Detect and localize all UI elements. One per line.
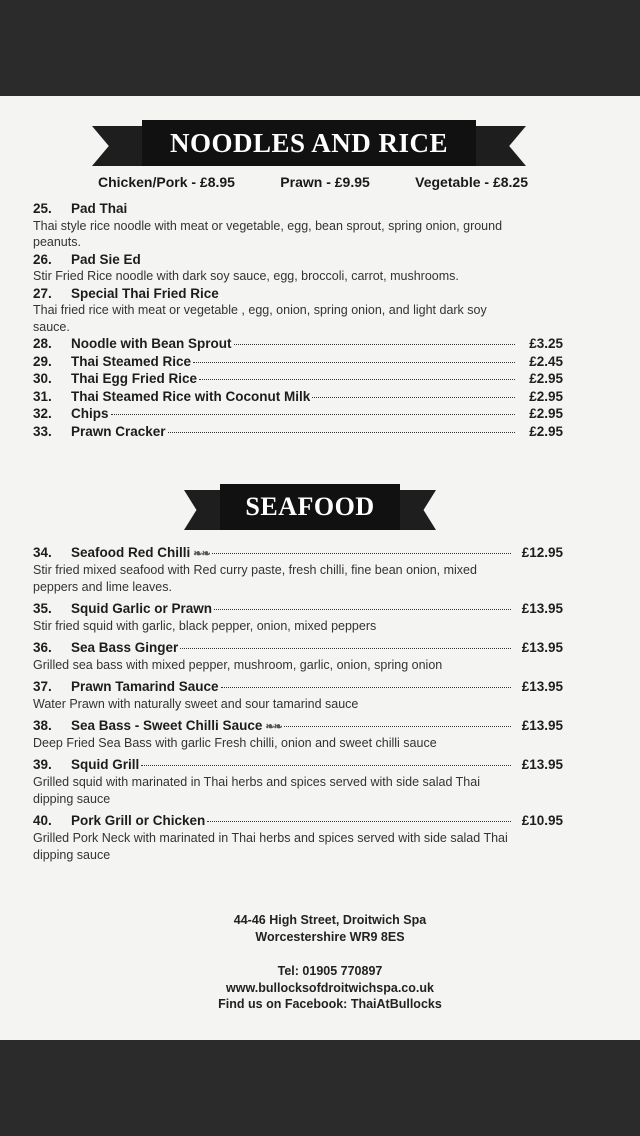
address-line-2: Worcestershire WR9 8ES	[255, 929, 405, 944]
item-price: £2.95	[529, 388, 563, 404]
item-description: Stir Fried Rice noodle with dark soy sauce, egg, broccoli, carrot, mushrooms.	[33, 269, 459, 283]
menu-item-row	[33, 677, 563, 696]
item-name: Special Thai Fried Rice	[71, 285, 219, 301]
item-number: 40.	[33, 813, 52, 828]
item-number: 36.	[33, 640, 52, 655]
menu-item-row	[33, 335, 563, 353]
menu-item-row	[33, 423, 563, 441]
menu-item	[33, 353, 563, 371]
menu-item	[33, 200, 563, 251]
item-name: Thai Steamed Rice with Coconut Milk	[71, 388, 311, 404]
item-description: Grilled Pork Neck with marinated in Thai herbs and spices served with side salad Thai dipping sauce	[33, 831, 508, 862]
menu-item-row	[33, 370, 563, 388]
item-name: Pad Thai	[71, 201, 128, 216]
dot-leader	[284, 726, 511, 727]
menu-item	[33, 638, 563, 674]
item-number: 31.	[33, 388, 52, 404]
item-number: 35.	[33, 601, 52, 616]
menu-item	[33, 716, 563, 752]
seafood-list	[33, 543, 563, 867]
item-name: Pad Sie Ed	[71, 251, 141, 267]
dot-leader	[111, 414, 515, 415]
item-number: 25.	[33, 201, 52, 216]
item-price: £13.95	[521, 679, 563, 694]
menu-item	[33, 405, 563, 423]
noodles-banner	[92, 120, 526, 166]
menu-item	[33, 599, 563, 635]
item-name: Thai Egg Fried Rice	[71, 371, 198, 386]
item-name: Sea Bass - Sweet Chilli Sauce	[71, 718, 263, 733]
item-name: Squid Grill	[71, 757, 140, 772]
dot-leader	[180, 648, 511, 649]
noodles-base-prices	[98, 174, 528, 190]
menu-item-row	[33, 599, 563, 618]
price-chicken-pork: Chicken/Pork - £8.95	[98, 174, 235, 190]
item-description: Grilled sea bass with mixed pepper, mushroom, garlic, onion, spring onion	[33, 658, 443, 672]
item-description: Thai style rice noodle with meat or vegetable, egg, bean sprout, spring onion, ground peanuts.	[33, 218, 503, 249]
item-description: Thai fried rice with meat or vegetable , egg, onion, spring onion, and light dark soy sauce.	[33, 303, 487, 334]
menu-item	[33, 677, 563, 713]
bottom-frame-bar	[0, 1040, 640, 1136]
menu-item-row	[33, 755, 563, 774]
item-number: 32.	[33, 406, 52, 421]
menu-item	[33, 370, 563, 388]
item-description: Stir fried squid with garlic, black pepper, onion, mixed peppers	[33, 619, 377, 633]
menu-item-row	[33, 811, 563, 830]
item-price: £13.95	[521, 757, 563, 772]
item-price: £2.95	[529, 406, 563, 421]
item-number: 27.	[33, 285, 52, 301]
telephone: Tel: 01905 770897	[277, 964, 383, 978]
menu-item	[33, 285, 563, 336]
menu-item-row	[33, 285, 563, 303]
item-name: Prawn Cracker	[71, 423, 166, 439]
menu-item-row	[33, 200, 563, 218]
item-price: £10.95	[521, 813, 563, 828]
noodles-title: NOODLES AND RICE	[142, 120, 476, 166]
item-number: 37.	[33, 679, 52, 694]
item-number: 30.	[33, 371, 52, 386]
facebook-link[interactable]: Find us on Facebook: ThaiAtBullocks	[218, 997, 442, 1011]
item-name: Thai Steamed Rice	[71, 353, 192, 369]
item-price: £2.45	[529, 353, 563, 369]
seafood-title: SEAFOOD	[220, 484, 400, 530]
top-frame-bar	[0, 0, 640, 96]
menu-item-row	[33, 353, 563, 371]
address-line-1: 44-46 High Street, Droitwich Spa	[233, 913, 427, 927]
seafood-banner	[184, 484, 436, 530]
menu-item	[33, 811, 563, 864]
item-number: 26.	[33, 251, 52, 267]
menu-page	[0, 96, 640, 1040]
dot-leader	[214, 609, 511, 610]
menu-item-row	[33, 543, 563, 562]
item-description: Deep Fried Sea Bass with garlic Fresh chilli, onion and sweet chilli sauce	[33, 736, 437, 750]
item-name: Noodle with Bean Sprout	[71, 336, 232, 351]
item-price: £2.95	[529, 423, 563, 439]
dot-leader	[234, 344, 516, 345]
item-number: 29.	[33, 353, 52, 369]
item-price: £13.95	[521, 601, 563, 616]
menu-item	[33, 335, 563, 353]
dot-leader	[212, 553, 511, 554]
chili-spice-icon: ❧❧	[193, 548, 210, 560]
menu-item	[33, 543, 563, 596]
dot-leader	[207, 821, 511, 822]
item-description: Water Prawn with naturally sweet and sour tamarind sauce	[33, 697, 359, 711]
item-price: £13.95	[521, 718, 563, 733]
dot-leader	[141, 765, 511, 766]
chili-spice-icon: ❧❧	[265, 721, 282, 733]
item-number: 38.	[33, 718, 52, 733]
item-price: £3.25	[529, 336, 563, 351]
menu-item	[33, 423, 563, 441]
item-number: 39.	[33, 757, 52, 772]
item-description: Grilled squid with marinated in Thai herbs and spices served with side salad Thai dipping sauce	[33, 775, 480, 806]
item-name: Chips	[71, 406, 109, 421]
item-number: 28.	[33, 336, 52, 351]
menu-item	[33, 251, 563, 285]
menu-item	[33, 388, 563, 406]
dot-leader	[193, 362, 515, 363]
item-name: Sea Bass Ginger	[71, 640, 179, 655]
item-number: 33.	[33, 423, 52, 439]
dot-leader	[312, 397, 515, 398]
item-description: Stir fried mixed seafood with Red curry paste, fresh chilli, fine bean onion, mixed peppers and lime leaves.	[33, 563, 477, 594]
dot-leader	[168, 432, 515, 433]
item-name: Pork Grill or Chicken	[71, 813, 206, 828]
item-name: Squid Garlic or Prawn	[71, 601, 213, 616]
restaurant-footer	[0, 912, 640, 1013]
dot-leader	[221, 687, 511, 688]
dot-leader	[199, 379, 515, 380]
item-name: Prawn Tamarind Sauce	[71, 679, 219, 694]
item-price: £12.95	[521, 545, 563, 560]
price-prawn: Prawn - £9.95	[280, 174, 370, 190]
menu-item-row	[33, 251, 563, 269]
item-number: 34.	[33, 545, 52, 560]
menu-item-row	[33, 405, 563, 423]
menu-item-row	[33, 716, 563, 735]
website-link[interactable]: www.bullocksofdroitwichspa.co.uk	[226, 980, 434, 995]
menu-item	[33, 755, 563, 808]
noodles-list	[33, 200, 563, 440]
item-price: £13.95	[521, 640, 563, 655]
item-name: Seafood Red Chilli	[71, 545, 191, 560]
menu-item-row	[33, 388, 563, 406]
menu-item-row	[33, 638, 563, 657]
price-vegetable: Vegetable - £8.25	[415, 174, 528, 190]
item-price: £2.95	[529, 371, 563, 386]
